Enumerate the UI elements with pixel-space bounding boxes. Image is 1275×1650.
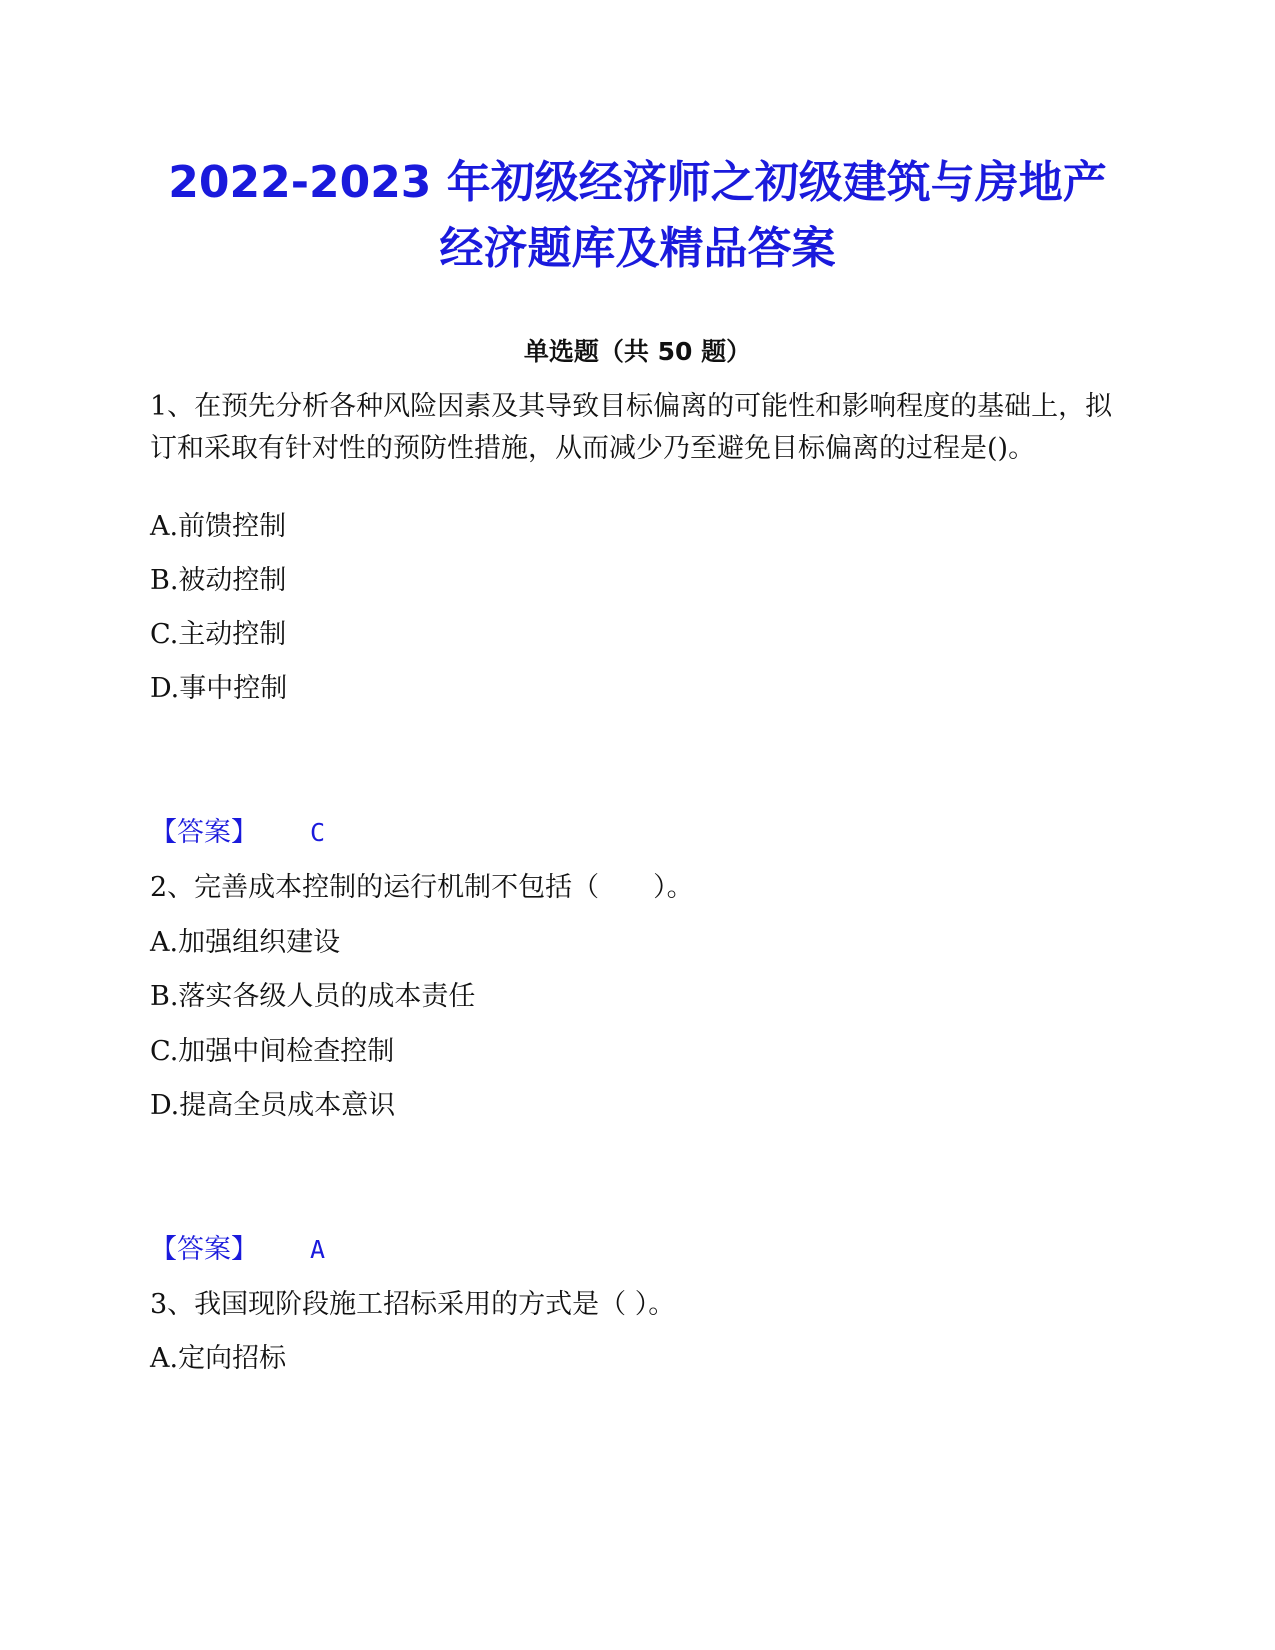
answer-value: C — [310, 818, 326, 847]
question-2-option-c: C.加强中间检查控制 — [150, 1036, 395, 1067]
question-1-option-a: A.前馈控制 — [150, 511, 287, 542]
question-3-option-a: A.定向招标 — [150, 1343, 287, 1374]
question-3-stem: 3、我国现阶段施工招标采用的方式是（ ）。 — [150, 1289, 676, 1320]
document-title: 2022-2023 年初级经济师之初级建筑与房地产经济题库及精品答案 — [168, 157, 1107, 274]
answer-label: 【答案】 — [150, 817, 258, 848]
question-2-stem: 2、完善成本控制的运行机制不包括（ ）。 — [150, 872, 694, 903]
question-1-stem: 1、在预先分析各种风险因素及其导致目标偏离的可能性和影响程度的基础上，拟订和采取有针对性的预防性措施，从而减少乃至避免目标偏离的过程是()。 — [150, 391, 1113, 464]
answer-label: 【答案】 — [150, 1234, 258, 1265]
question-1-option-b: B.被动控制 — [150, 565, 287, 596]
question-1-answer — [150, 812, 325, 854]
section-heading: 单选题（共 50 题） — [523, 337, 752, 366]
question-1-option-c: C.主动控制 — [150, 619, 287, 650]
question-2-answer — [150, 1229, 325, 1271]
answer-value: A — [310, 1235, 326, 1264]
question-2-option-d: D.提高全员成本意识 — [150, 1090, 396, 1121]
question-2-option-a: A.加强组织建设 — [150, 927, 341, 958]
question-1-option-d: D.事中控制 — [150, 673, 288, 704]
question-2-option-b: B.落实各级人员的成本责任 — [150, 981, 476, 1012]
